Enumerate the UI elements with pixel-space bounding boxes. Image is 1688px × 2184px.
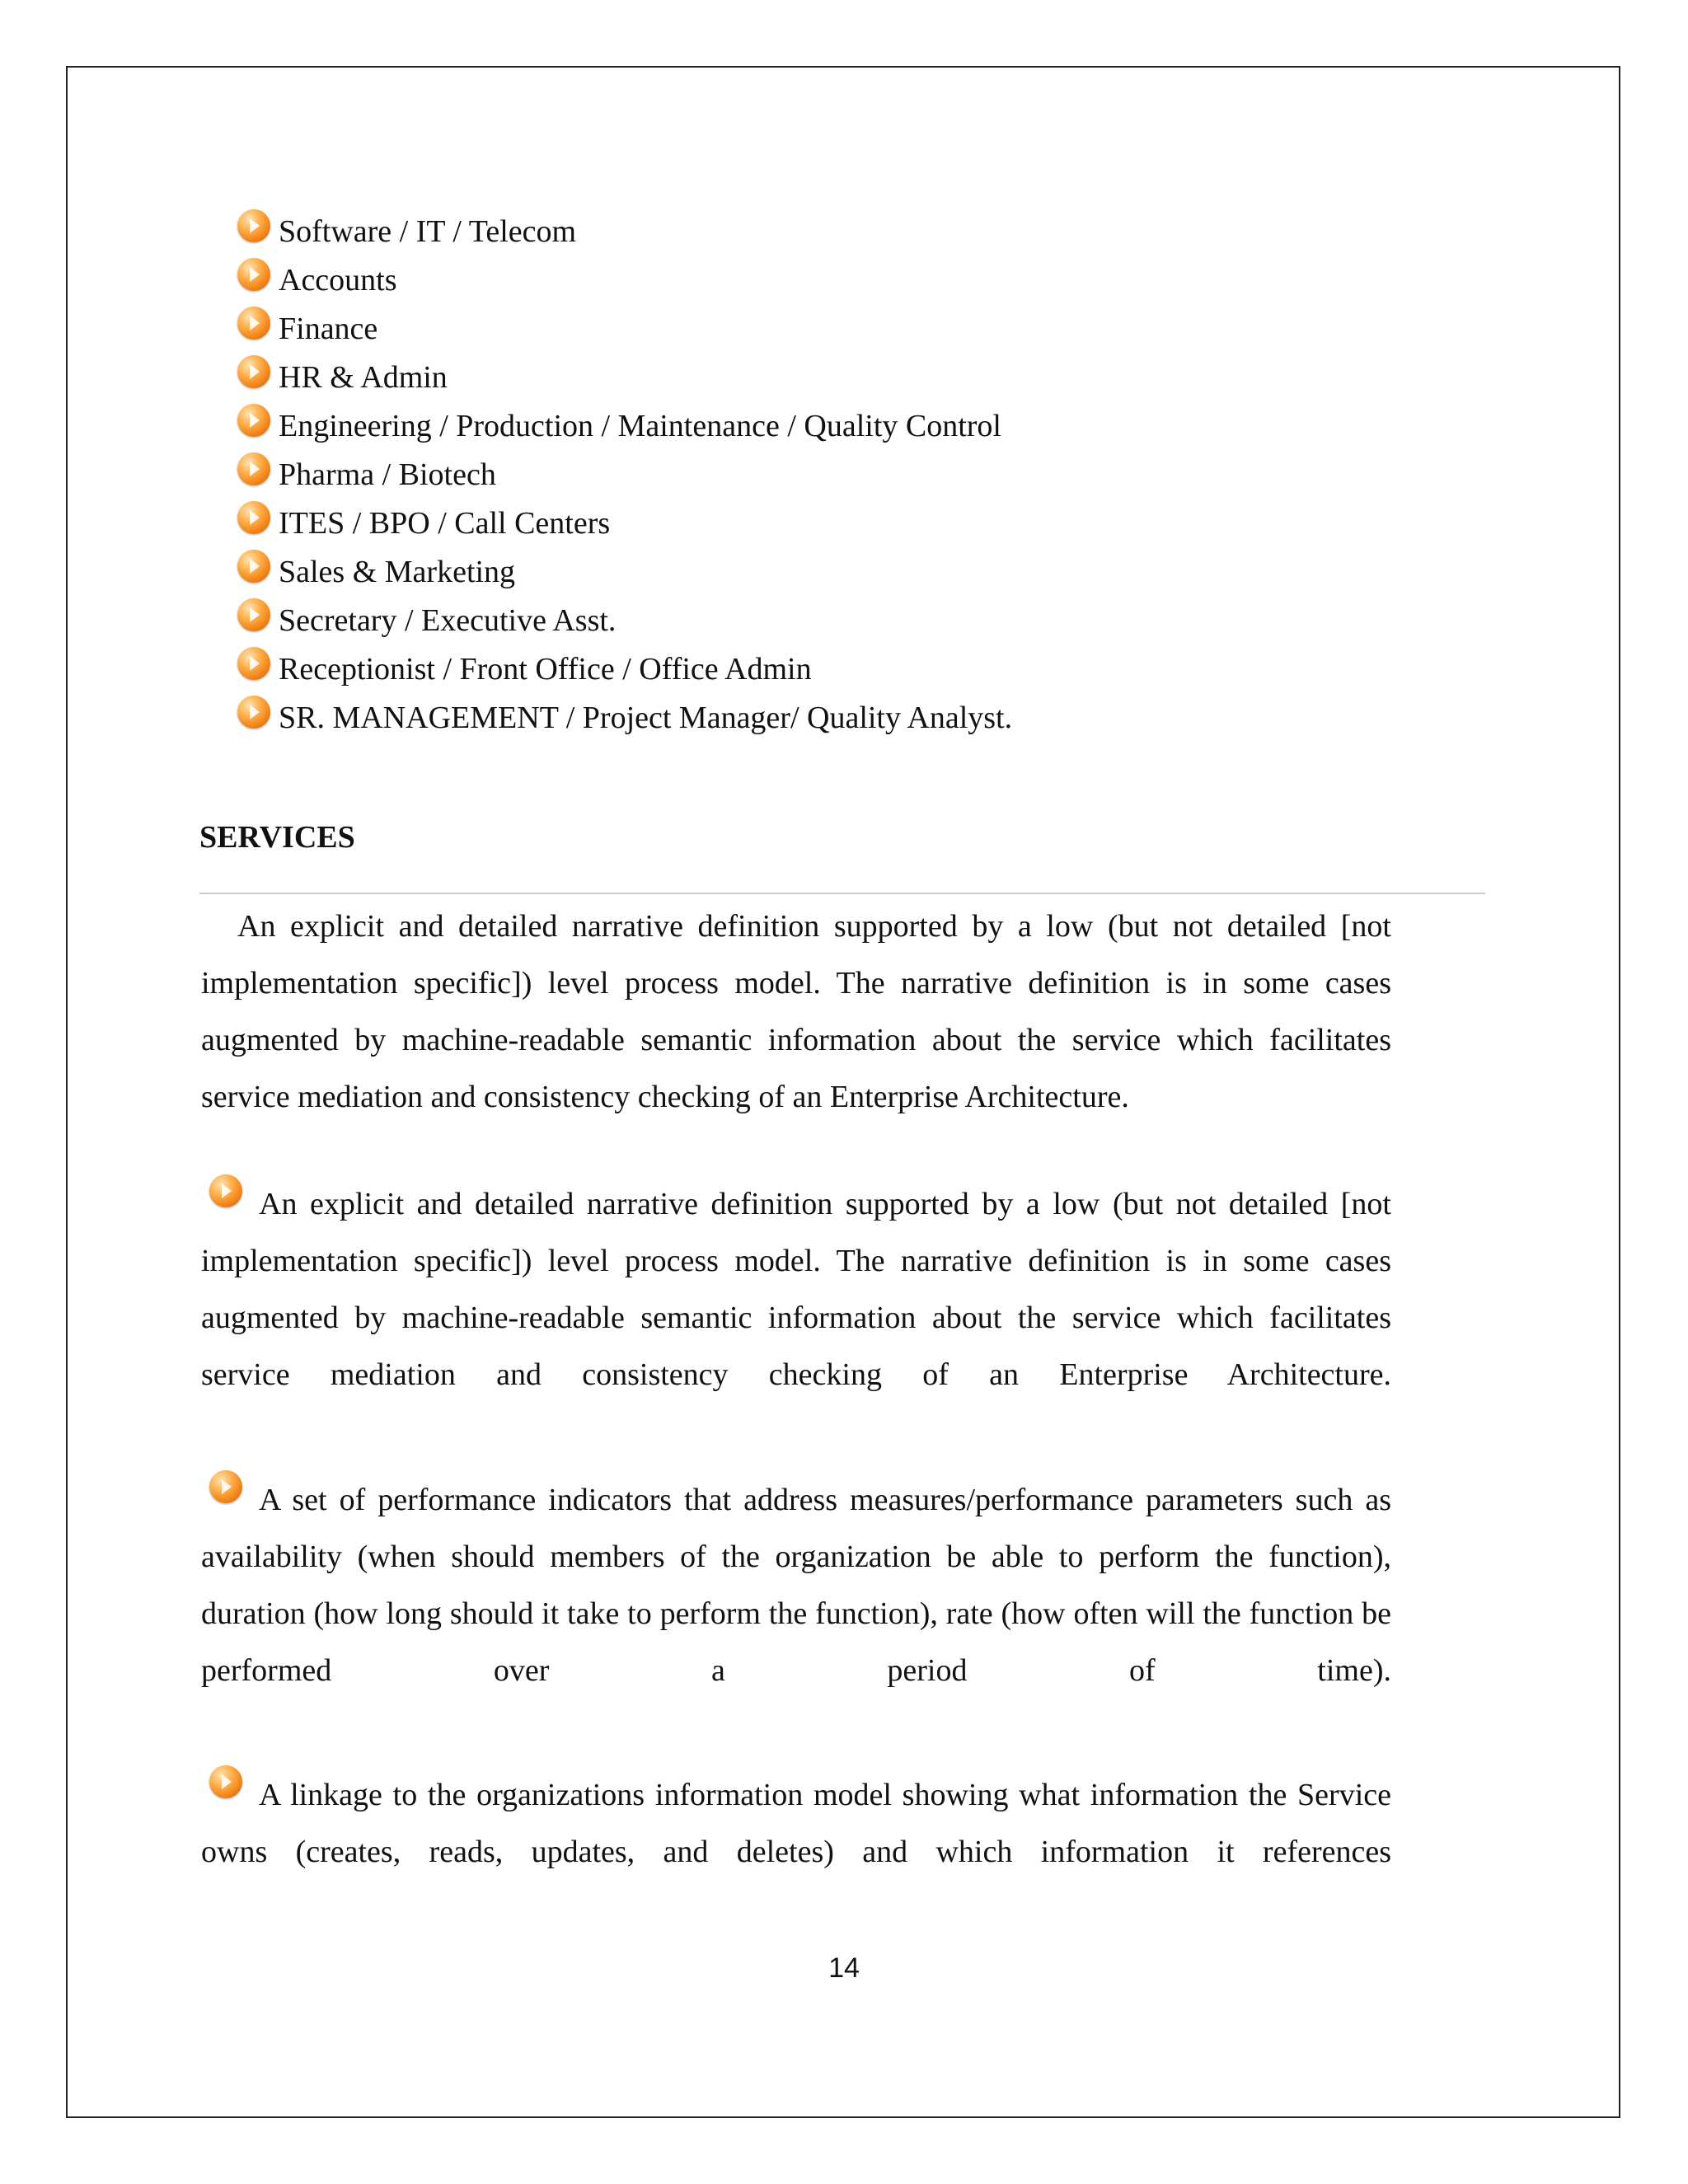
list-item: [237, 645, 1012, 694]
list-item: [237, 694, 1012, 743]
orange-arrow-bullet-icon: [237, 307, 270, 340]
list-item-label: Sales & Marketing: [279, 555, 516, 589]
services-bullet-paragraph: A set of performance indicators that address measures/performance parameters such as availability (when should members of the organization be able to perform the function), duration (how long should it take to perform the function), rate (how often will the function be performed over a period of time).: [201, 1483, 1391, 1688]
list-item-label: Secretary / Executive Asst.: [279, 603, 617, 638]
list-item: [237, 305, 1012, 354]
list-item-label: Finance: [279, 312, 378, 346]
services-paragraph: An explicit and detailed narrative definition supported by a low (but not detailed [not implementation specific]) level process model. The narrative definition is in some cases augmented by machine-readable semantic information about the service which facilitates service mediation and consistency checking of an Enterprise Architecture.: [201, 909, 1391, 1114]
list-item: [237, 208, 1012, 256]
orange-arrow-bullet-icon: [237, 452, 270, 485]
list-item-label: SR. MANAGEMENT / Project Manager/ Quality Analyst.: [279, 701, 1013, 735]
list-item-label: Software / IT / Telecom: [279, 214, 577, 249]
list-item-label: Accounts: [279, 263, 397, 298]
orange-arrow-bullet-icon: [237, 647, 270, 680]
list-item: [237, 451, 1012, 499]
list-item: [237, 354, 1012, 402]
orange-arrow-bullet-icon: [237, 696, 270, 729]
list-item: [237, 256, 1012, 305]
orange-arrow-bullet-icon: [237, 598, 270, 631]
category-list: [237, 208, 1012, 743]
list-item: [237, 499, 1012, 548]
section-heading: SERVICES: [199, 820, 355, 855]
list-item: [237, 548, 1012, 597]
services-bullet-paragraph: An explicit and detailed narrative definition supported by a low (but not detailed [not implementation specific]) level process model. The narrative definition is in some cases augmented by machine-readable semantic information about the service which facilitates service mediation and consistency checking of an Enterprise Architecture.: [201, 1187, 1391, 1392]
orange-arrow-bullet-icon: [237, 501, 270, 534]
list-item-label: Receptionist / Front Office / Office Admin: [279, 652, 812, 687]
services-bullet-paragraph: A linkage to the organizations information model showing what information the Service owns (creates, reads, updates, and deletes) and which information it references: [201, 1778, 1391, 1869]
orange-arrow-bullet-icon: [237, 404, 270, 437]
list-item-label: ITES / BPO / Call Centers: [279, 506, 611, 541]
orange-arrow-bullet-icon: [237, 355, 270, 388]
orange-arrow-bullet-icon: [237, 258, 270, 291]
list-item-label: Pharma / Biotech: [279, 457, 496, 492]
list-item: [237, 597, 1012, 645]
section-divider: [199, 893, 1485, 894]
page-number: 14: [828, 1952, 860, 1984]
list-item: [237, 402, 1012, 451]
orange-arrow-bullet-icon: [237, 550, 270, 583]
orange-arrow-bullet-icon: [237, 209, 270, 242]
list-item-label: HR & Admin: [279, 360, 448, 395]
list-item-label: Engineering / Production / Maintenance / Quality Control: [279, 409, 1001, 443]
